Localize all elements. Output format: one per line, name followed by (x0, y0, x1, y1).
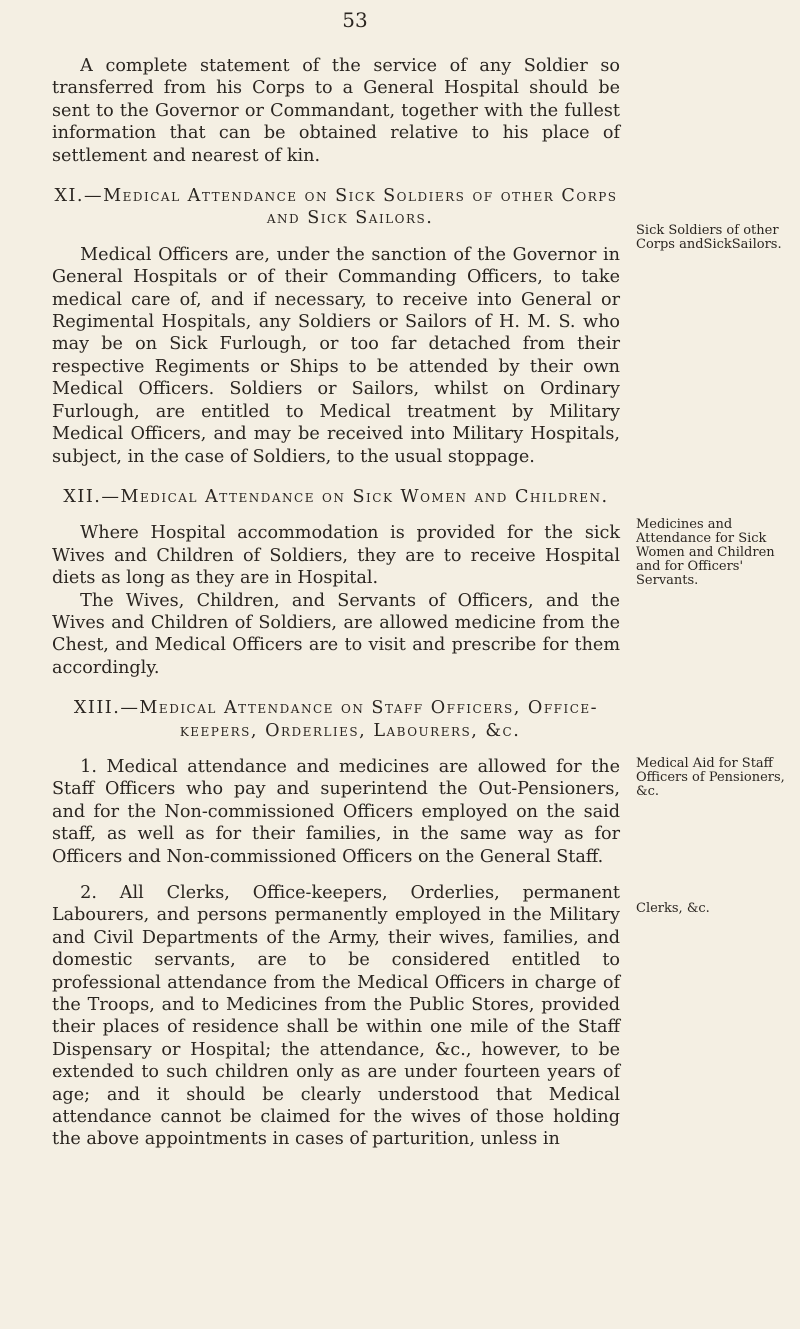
sidenote-staff-officers: Medical Aid for Staff Officers of Pensioners, &c. (636, 756, 785, 799)
paragraph-wives-children: The Wives, Children, and Servants of Officers, and the Wives and Children of Soldiers, are allowed medicine from the Chest, and Medical Officers are to visit and prescribe for them accordingly. (52, 590, 620, 678)
sidenote-sick-soldiers: Sick Soldiers of other Corps andSickSailors. (636, 223, 782, 252)
paragraph-staff-officers: 1. Medical attendance and medicines are allowed for the Staff Officers who pay and superintend the Out-Pensioners, and for the Non-commissioned Officers employed on the said staff, as well as for their families, in the same way as for Officers and Non-commissioned Officers on the General Staff. (52, 756, 620, 867)
page-number: 53 (342, 8, 368, 32)
paragraph-transfer-statement: A complete statement of the service of any Soldier so transferred from his Corps to a General Hospital should be sent to the Governor or Commandant, together with the fullest information that can be obtained relative to his place of settlement and nearest of kin. (52, 56, 620, 166)
section-heading-xiii: XIII.—Medical Attendance on Staff Officers, Office-keepers, Orderlies, Labourers, &c. (73, 698, 599, 741)
sidenote-women-children: Medicines and Attendance for Sick Women and Children and for Officers' Servants. (636, 517, 775, 588)
sidenote-clerks: Clerks, &c. (636, 901, 710, 916)
paragraph-sick-soldiers: Medical Officers are, under the sanction of the Governor in General Hospitals or of their Commanding Officers, to take medical care of, and if necessary, to receive into General or Regimental Hospitals, any Soldiers or Sailors of H. M. S. who may be on Sick Furlough, or too far detached from their respective Regiments or Ships to be attended by their own Medical Officers. Soldiers or Sailors, whilst on Ordinary Furlough, are entitled to Medical treatment by Military Medical Officers, and may be received into Military Hospitals, subject, in the case of Soldiers, to the usual stoppage. (52, 244, 620, 467)
paragraph-hospital-accommodation: Where Hospital accommodation is provided for the sick Wives and Children of Soldiers, they are to receive Hospital diets as long as they are in Hospital. (52, 523, 620, 589)
paragraph-clerks: 2. All Clerks, Office-keepers, Orderlies, permanent Labourers, and persons permanently employed in the Military and Civil Departments of the Army, their wives, families, and domestic servants, are to be considered entitled to professional attendance from the Medical Officers in charge of the Troops, and to Medicines from the Public Stores, provided their places of residence shall be within one mile of the Staff Dispensary or Hospital; the attendance, &c., however, to be extended to such children only as are under fourteen years of age; and it should be clearly understood that Medical attendance cannot be claimed for the wives of those holding the above appointments in cases of parturition, unless in (52, 883, 620, 1150)
section-heading-xii: XII.—Medical Attendance on Sick Women and Children. (63, 486, 609, 507)
section-heading-xi: XI.—Medical Attendance on Sick Soldiers of other Corps and Sick Sailors. (54, 186, 618, 229)
main-text-column (52, 55, 620, 1151)
